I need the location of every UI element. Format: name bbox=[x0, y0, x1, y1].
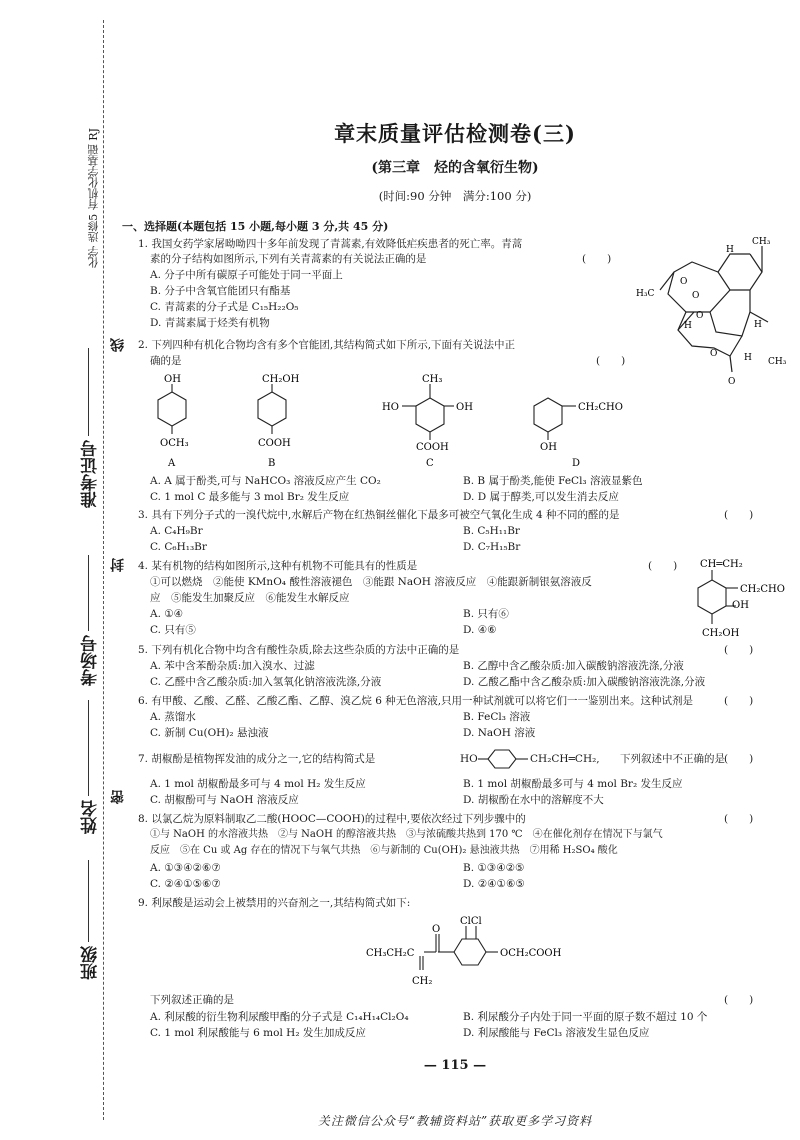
ethacrynic-acid-structure bbox=[360, 912, 610, 992]
q8-option-c[interactable]: C. ②④①⑤⑥⑦ bbox=[150, 878, 221, 890]
q2-c-right: OH bbox=[456, 402, 473, 413]
q6-option-c[interactable]: C. 新制 Cu(OH)₂ 悬浊液 bbox=[150, 727, 269, 739]
q9-mol-cl: ClCl bbox=[460, 916, 482, 927]
q2-option-a[interactable]: A. A 属于酚类,可与 NaHCO₃ 溶液反应产生 CO₂ bbox=[150, 475, 381, 487]
q1-mol-o-2: O bbox=[692, 291, 700, 301]
q6-paren: ( ) bbox=[724, 695, 754, 707]
q3-option-b[interactable]: B. C₅H₁₁Br bbox=[463, 525, 520, 537]
q6-option-b[interactable]: B. FeCl₃ 溶液 bbox=[463, 711, 531, 723]
q3-paren: ( ) bbox=[724, 509, 754, 521]
q4-mol-right: CH₂CHO bbox=[740, 584, 785, 595]
binding-margin bbox=[0, 0, 126, 1140]
q2-d-right: CH₂CHO bbox=[578, 402, 623, 413]
field-exam-id-label: 准考证号 bbox=[81, 440, 101, 508]
q8-option-a[interactable]: A. ①③④②⑥⑦ bbox=[150, 862, 221, 874]
seal-mark-seal: 封 bbox=[110, 558, 126, 572]
q2-c-top: CH₃ bbox=[422, 374, 443, 385]
q2-c-bottom: COOH bbox=[416, 442, 449, 453]
q8-line-1: ①与 NaOH 的水溶液共热 ②与 NaOH 的醇溶液共热 ③与浓硫酸共热到 170 ℃ ④在催化剂存在情况下与氯气 bbox=[150, 829, 663, 840]
q9-option-c[interactable]: C. 1 mol 利尿酸能与 6 mol H₂ 发生加成反应 bbox=[150, 1027, 366, 1039]
q2-paren: ( ) bbox=[596, 355, 626, 367]
section-heading: 一、选择题(本题包括 15 小题,每小题 3 分,共 45 分) bbox=[122, 220, 389, 233]
q9-ask: 下列叙述正确的是 bbox=[150, 994, 234, 1006]
field-name-blank[interactable] bbox=[88, 700, 89, 796]
q6-option-d[interactable]: D. NaOH 溶液 bbox=[463, 727, 536, 739]
q2-a-label: A bbox=[168, 458, 176, 469]
q2-a-top: OH bbox=[164, 374, 181, 385]
q1-stem-2: 素的分子结构如图所示,下列有关青蒿素的有关说法正确的是 bbox=[150, 253, 427, 265]
q4-line-2: 应 ⑤能发生加聚反应 ⑥能发生水解反应 bbox=[150, 592, 350, 604]
q2-c-left: HO bbox=[382, 402, 399, 413]
q1-mol-ch3-right: CH₃ bbox=[768, 357, 787, 367]
q7-option-b[interactable]: B. 1 mol 胡椒酚最多可与 4 mol Br₂ 发生反应 bbox=[463, 778, 683, 790]
q4-paren: ( ) bbox=[648, 560, 678, 572]
q4-option-c[interactable]: C. 只有⑤ bbox=[150, 624, 196, 636]
q3-option-d[interactable]: D. C₇H₁₅Br bbox=[463, 541, 521, 553]
q6-option-a[interactable]: A. 蒸馏水 bbox=[150, 711, 196, 723]
q8-stem: 8. 以氯乙烷为原料制取乙二酸(HOOC—COOH)的过程中,要依次经过下列步骤中的 bbox=[138, 813, 526, 825]
q1-mol-ch3-top: CH₃ bbox=[752, 237, 771, 247]
page-number: — 115 — bbox=[423, 1058, 487, 1073]
q2-b-top: CH₂OH bbox=[262, 374, 300, 385]
q2-b-bottom: COOH bbox=[258, 438, 291, 449]
exam-meta: (时间:90 分钟 满分:100 分) bbox=[378, 189, 532, 203]
artemisinin-structure bbox=[630, 232, 800, 392]
field-room-label: 考场号 bbox=[81, 635, 101, 686]
q4-mol-bottom: CH₂OH bbox=[702, 628, 740, 639]
q8-option-d[interactable]: D. ②④①⑥⑤ bbox=[463, 878, 525, 890]
q2-option-d[interactable]: D. D 属于醇类,可以发生消去反应 bbox=[463, 491, 619, 503]
q9-paren: ( ) bbox=[724, 994, 754, 1006]
q2-option-b[interactable]: B. B 属于酚类,能使 FeCl₃ 溶液显紫色 bbox=[463, 475, 643, 487]
field-room-blank[interactable] bbox=[88, 555, 89, 631]
q9-option-d[interactable]: D. 利尿酸能与 FeCl₃ 溶液发生显色反应 bbox=[463, 1027, 650, 1039]
q4-structure bbox=[686, 556, 796, 642]
q7-option-a[interactable]: A. 1 mol 胡椒酚最多可与 4 mol H₂ 发生反应 bbox=[150, 778, 366, 790]
q8-paren: ( ) bbox=[724, 813, 754, 825]
q4-mol-top: CH═CH₂ bbox=[700, 559, 743, 570]
q5-option-d[interactable]: D. 乙酸乙酯中含乙酸杂质:加入碳酸钠溶液洗涤,分液 bbox=[463, 676, 706, 688]
q9-stem: 9. 利尿酸是运动会上被禁用的兴奋剂之一,其结构简式如下: bbox=[138, 897, 411, 909]
q2-c-label: C bbox=[426, 458, 434, 469]
q8-line-2: 反应 ⑤在 Cu 或 Ag 存在的情况下与氧气共热 ⑥与新制的 Cu(OH)₂ 悬浊液共热 ⑦用稀 H₂SO₄ 酸化 bbox=[150, 845, 618, 856]
q1-mol-o-3: O bbox=[696, 311, 704, 321]
q1-mol-o-1: O bbox=[680, 277, 688, 287]
q1-mol-h-1: H bbox=[726, 245, 734, 255]
q1-mol-h3c: H₃C bbox=[636, 289, 655, 299]
q4-line-1: ①可以燃烧 ②能使 KMnO₄ 酸性溶液褪色 ③能跟 NaOH 溶液反应 ④能跟新制银氨溶液反 bbox=[150, 576, 592, 588]
q5-option-c[interactable]: C. 乙醛中含乙酸杂质:加入氢氧化钠溶液洗涤,分液 bbox=[150, 676, 382, 688]
q1-option-a[interactable]: A. 分子中所有碳原子可能处于同一平面上 bbox=[150, 269, 343, 281]
subject-label: 化学 选修5 有机化学基础 RJ bbox=[87, 128, 100, 269]
q7-option-d[interactable]: D. 胡椒酚在水中的溶解度不大 bbox=[463, 794, 604, 806]
q1-option-d[interactable]: D. 青蒿素属于烃类有机物 bbox=[150, 317, 270, 329]
q7-option-c[interactable]: C. 胡椒酚可与 NaOH 溶液反应 bbox=[150, 794, 299, 806]
page-subtitle: (第三章 烃的含氧衍生物) bbox=[371, 160, 539, 176]
q5-option-a[interactable]: A. 苯中含苯酚杂质:加入溴水、过滤 bbox=[150, 660, 315, 672]
q1-mol-o-5: O bbox=[728, 377, 736, 387]
q7-benzene bbox=[478, 748, 528, 770]
q5-stem: 5. 下列有机化合物中均含有酸性杂质,除去这些杂质的方法中正确的是 bbox=[138, 644, 460, 656]
q7-stem-pre: 7. 胡椒酚是植物挥发油的成分之一,它的结构简式是 bbox=[138, 753, 376, 765]
q1-option-c[interactable]: C. 青蒿素的分子式是 C₁₅H₂₂O₅ bbox=[150, 301, 299, 313]
q3-option-a[interactable]: A. C₄H₉Br bbox=[150, 525, 203, 537]
q2-d-bottom: OH bbox=[540, 442, 557, 453]
q7-stem-post: 下列叙述中不正确的是 bbox=[620, 753, 725, 765]
q7-ho: HO bbox=[460, 753, 478, 765]
page-title: 章末质量评估检测卷(三) bbox=[334, 121, 576, 146]
q3-stem: 3. 具有下列分子式的一溴代烷中,水解后产物在红热铜丝催化下最多可被空气氧化生成 4 种不同的醛的是 bbox=[138, 509, 620, 521]
q1-paren: ( ) bbox=[582, 253, 612, 265]
q2-structures bbox=[140, 370, 660, 472]
q1-mol-h-2: H bbox=[754, 320, 762, 330]
q1-stem-1: 1. 我国女药学家屠呦呦四十多年前发现了青蒿素,有效降低疟疾患者的死亡率。青蒿 bbox=[138, 238, 523, 250]
q9-mol-right: OCH₂COOH bbox=[500, 948, 562, 959]
field-exam-id-blank[interactable] bbox=[88, 348, 89, 436]
q7-paren: ( ) bbox=[724, 753, 754, 765]
q1-mol-h-3: H bbox=[684, 321, 692, 331]
q5-paren: ( ) bbox=[724, 644, 754, 656]
q4-option-b[interactable]: B. 只有⑥ bbox=[463, 608, 509, 620]
q9-mol-left: CH₃CH₂C bbox=[366, 948, 415, 959]
q2-stem-1: 2. 下列四种有机化合物均含有多个官能团,其结构简式如下所示,下面有关说法中正 bbox=[138, 339, 516, 351]
footer-note: 关注微信公众号“教辅资料站”获取更多学习资料 bbox=[317, 1114, 593, 1128]
q4-stem: 4. 某有机物的结构如图所示,这种有机物不可能具有的性质是 bbox=[138, 560, 418, 572]
q9-mol-o: O bbox=[432, 924, 441, 935]
q2-stem-2: 确的是 bbox=[150, 355, 182, 367]
q1-option-b[interactable]: B. 分子中含氧官能团只有酯基 bbox=[150, 285, 291, 297]
q8-option-b[interactable]: B. ①③④②⑤ bbox=[463, 862, 525, 874]
seal-mark-line: 线 bbox=[110, 338, 126, 352]
q9-option-b[interactable]: B. 利尿酸分子内处于同一平面的原子数不超过 10 个 bbox=[463, 1011, 708, 1023]
q2-option-c[interactable]: C. 1 mol C 最多能与 3 mol Br₂ 发生反应 bbox=[150, 491, 350, 503]
q2-d-label: D bbox=[572, 458, 581, 469]
q1-mol-h-4: H bbox=[744, 353, 752, 363]
q5-option-b[interactable]: B. 乙醇中含乙酸杂质:加入碳酸钠溶液洗涤,分液 bbox=[463, 660, 684, 672]
q1-mol-o-4: O bbox=[710, 349, 718, 359]
q4-option-a[interactable]: A. ①④ bbox=[150, 608, 184, 620]
q4-mol-oh: OH bbox=[732, 600, 749, 611]
field-class-blank[interactable] bbox=[88, 860, 89, 942]
q9-mol-ch2: CH₂ bbox=[412, 976, 433, 987]
q6-stem: 6. 有甲酸、乙酸、乙醛、乙酸乙酯、乙醇、溴乙烷 6 种无色溶液,只用一种试剂就可以将它们一一鉴别出来。这种试剂是 bbox=[138, 695, 694, 707]
q3-option-c[interactable]: C. C₆H₁₃Br bbox=[150, 541, 207, 553]
field-class-label: 班级 bbox=[81, 946, 101, 980]
seal-mark-close: 密 bbox=[110, 790, 126, 804]
q2-b-label: B bbox=[268, 458, 276, 469]
seal-dashed-line bbox=[103, 20, 104, 1120]
field-name-label: 姓名 bbox=[81, 800, 101, 834]
q2-a-bottom: OCH₃ bbox=[160, 438, 189, 449]
q4-option-d[interactable]: D. ④⑥ bbox=[463, 624, 497, 636]
q9-option-a[interactable]: A. 利尿酸的衍生物利尿酸甲酯的分子式是 C₁₄H₁₄Cl₂O₄ bbox=[150, 1011, 409, 1023]
q7-chain: CH₂CH═CH₂, bbox=[530, 753, 600, 765]
